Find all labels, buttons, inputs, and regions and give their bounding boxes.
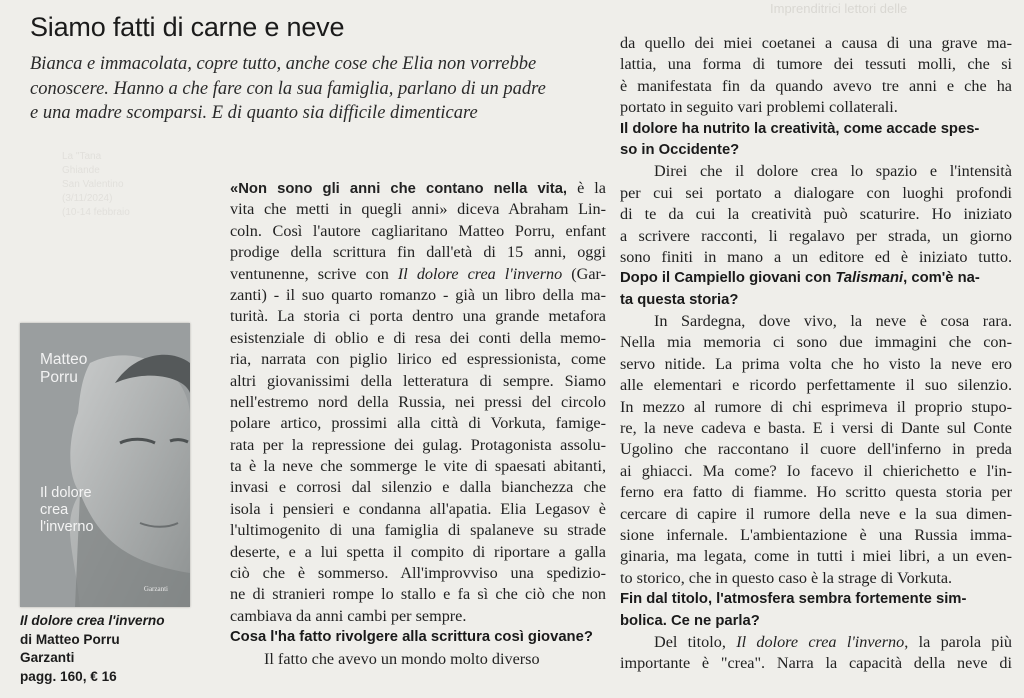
- answer-line: Del titolo, Il dolore crea l'inverno, la parola più: [654, 632, 1012, 651]
- lead-quote: «Non sono gli anni che contano nella vita,: [230, 181, 568, 197]
- body-line: sono finiti in mano a un editore ed è iniziato tutto.: [620, 247, 1012, 266]
- lead-line: [230, 178, 606, 199]
- cover-title-line: crea: [40, 502, 69, 518]
- body-line: Nella mia memoria ci sono due immagini che con-: [620, 333, 1012, 352]
- article-column-1: [230, 178, 606, 670]
- cover-author-line: Matteo: [40, 351, 88, 368]
- cover-title-line: Il dolore: [40, 485, 92, 501]
- body-line: re, la neve cadeva e basta. E i versi di Dante sul Conte: [620, 419, 1012, 438]
- body-line: isola i pensieri e condanna all'apatia. Elia Legasov è: [230, 499, 606, 518]
- standfirst-line: conoscere. Hanno a che fare con la sua famiglia, parlano di un padre: [30, 78, 546, 99]
- lead-rest: è la: [567, 179, 606, 197]
- body-line: ventunenne, scrive con Il dolore crea l'inverno (Gar-: [230, 264, 607, 283]
- caption-info: pagg. 160, € 16: [20, 668, 117, 684]
- bleed-side-line: (3/11/2024): [62, 193, 113, 204]
- body-line: to storico, che in questo caso è la strage di Vorkuta.: [620, 568, 953, 587]
- body-line: invasi e corrosi dal silenzio e dalla bianchezza che: [230, 478, 606, 497]
- answer-line: Direi che il dolore crea lo spazio e l'intensità: [654, 162, 1012, 181]
- bleed-side-line: San Valentino: [62, 179, 124, 190]
- body-line: ciò che è sommerso. All'improvviso una spedizio-: [230, 564, 606, 583]
- body-line: servo nitide. La prima volta che ho visto la neve ero: [620, 354, 1012, 373]
- body-line: deserte, e a lui spetta il compito di riportare a galla: [230, 542, 606, 561]
- body-line: per cui sei portato a dialogare con luoghi profondi: [620, 183, 1012, 202]
- body-line: prodige della scrittura fin dall'età di 15 anni, oggi: [230, 243, 606, 262]
- body-line: di te da cui la creatività può scaturire. Ho iniziato: [620, 205, 1012, 224]
- answer-line: In Sardegna, dove vivo, la neve è cosa rara.: [654, 312, 1012, 331]
- bleed-side-line: La "Tana: [62, 151, 102, 162]
- article-standfirst: [30, 52, 610, 126]
- caption-title: Il dolore crea l'inverno: [20, 613, 165, 628]
- standfirst-line: e una madre scomparsi. E di quanto sia difficile dimenticare: [30, 103, 478, 123]
- body-line: ginaria, ma legata, come in tutti i miei libri, a un even-: [620, 547, 1012, 566]
- body-line: ria, narrata con piglio lirico ed espressionista, come: [230, 350, 606, 369]
- body-line: turità. La storia ci porta dentro una grande metafora: [230, 307, 606, 326]
- cover-author-line: Porru: [40, 369, 78, 386]
- body-line: ne di stranieri rompe lo stallo e fa sì che ciò che non: [230, 585, 606, 604]
- body-line: In mezzo al rumore di chi esprimeva il proprio stupo-: [620, 397, 1012, 416]
- caption-publisher: Garzanti: [20, 650, 75, 665]
- body-line: portato in seguito vari problemi collaterali.: [620, 98, 898, 117]
- answer-line: Il fatto che avevo un mondo molto diverso: [264, 649, 540, 668]
- interview-question: Il dolore ha nutrito la creatività, come accade spes-: [620, 120, 980, 137]
- book-cover-image: [20, 323, 190, 607]
- body-line: nell'estremo nord della Russia, nei pressi del circolo: [230, 392, 606, 411]
- body-line: l'ultimogenito di una famiglia di spalaneve su strade: [230, 521, 606, 540]
- body-line: altri giovanissimi della letteratura di sempre. Siamo: [230, 371, 606, 390]
- body-line: polare artico, prossimi alla città di Vorkuta, famige-: [230, 414, 606, 433]
- column-1-body: [230, 199, 606, 627]
- body-line: è manifestata fin da quando avevo tre anni e che ha: [620, 76, 1012, 95]
- body-line: alle elementari e ricordo perfettamente il suo silenzio.: [620, 376, 1012, 395]
- body-line: ai ghiacci. Ma come? Io facevo il chierichetto e l'in-: [620, 461, 1012, 480]
- interview-question: Fin dal titolo, l'atmosfera sembra fortemente sim-: [620, 591, 967, 608]
- body-line: ta è la neve che sommerge le vite di spaesati abitanti,: [230, 457, 606, 476]
- cover-publisher: Garzanti: [143, 585, 168, 593]
- bleed-side-line: (10-14 febbraio: [62, 207, 130, 218]
- interview-question: Dopo il Campiello giovani con Talismani, com'è na-: [620, 270, 980, 287]
- body-line: Ugolino che raccontano il cuore dell'inferno in preda: [620, 440, 1012, 459]
- body-line: cercare di capire il rumore della neve e la sua dimen-: [620, 504, 1012, 523]
- article-title: Siamo fatti di carne e neve: [30, 12, 345, 42]
- cover-title-line: l'inverno: [40, 519, 94, 535]
- interview-question: bolica. Ce ne parla?: [620, 612, 760, 629]
- bleed-top-right: Imprenditrici lettori delle: [770, 1, 908, 16]
- body-line: vita che metti in quegli anni» diceva Abraham Lin-: [230, 200, 606, 219]
- bleed-side-line: Ghiande: [62, 165, 100, 176]
- body-line: lattia, una forma di tumore dei tessuti molli, che si: [620, 55, 1012, 74]
- cover-author: [40, 351, 87, 387]
- body-line: coln. Così l'autore cagliaritano Matteo Porru, enfant: [230, 221, 606, 240]
- interview-question: so in Occidente?: [620, 141, 740, 158]
- bleed-side-block: [62, 150, 130, 220]
- body-line: a scrivere racconti, li regalavo per strada, un giorno: [620, 226, 1012, 245]
- body-line: sione infernale. L'ambientazione è una Russia imma-: [620, 525, 1012, 544]
- body-line: da quello dei miei coetanei a causa di una grave ma-: [620, 34, 1012, 52]
- caption-author: di Matteo Porru: [20, 631, 120, 647]
- book-caption: [20, 612, 210, 686]
- body-line: rata per la repressione dei gulag. Protagonista assolu-: [230, 435, 606, 454]
- body-line: esistenziale di oblio e di resa dei conti della memo-: [230, 328, 606, 347]
- interview-question: ta questa storia?: [620, 291, 739, 308]
- standfirst-line: Bianca e immacolata, copre tutto, anche cose che Elia non vorrebbe: [30, 54, 537, 74]
- cover-title: [40, 485, 94, 536]
- body-line: importante è "crea". Narra la capacità della neve di: [620, 654, 1012, 673]
- body-line: zanti) - il suo quarto romanzo - già un libro della ma-: [230, 285, 606, 304]
- interview-question: Cosa l'ha fatto rivolgere alla scrittura così giovane?: [230, 629, 593, 646]
- body-line: cambiava da anni cambi per sempre.: [230, 606, 467, 625]
- body-line: ferno era fatto di fiamme. Ho scritto questa storia per: [620, 483, 1012, 502]
- article-column-2: [620, 33, 1012, 675]
